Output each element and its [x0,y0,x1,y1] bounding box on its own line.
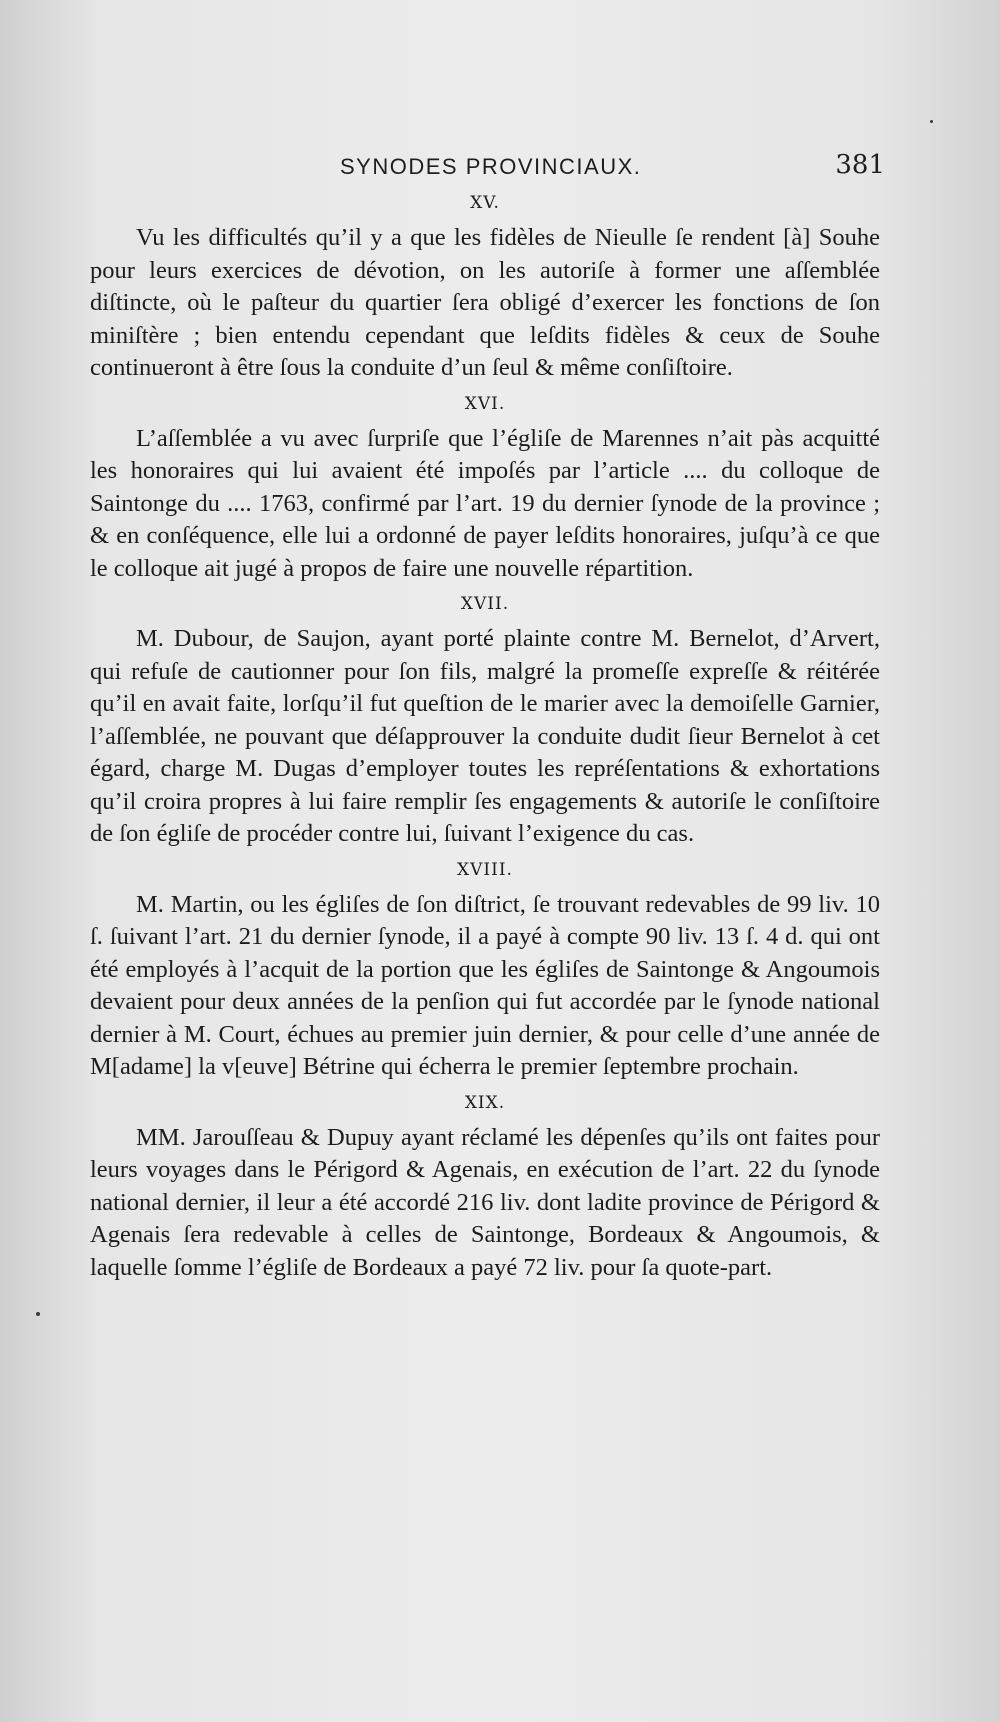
article-xv [90,190,880,385]
article-xviii [90,857,880,1084]
paper-speck [930,120,933,123]
article-text-body: Vu les difficultés qu’il y a que les fidèles de Nieulle ſe rendent [à] Souhe pour leurs exercices de dévotion, on les autoriſe à former une aſſemblée diſtincte, où le paſteur du quartier ſera obligé d’exercer les fonctions de ſon miniſtère ; bien entendu cependant que leſdits fidèles & ceux de Souhe continueront à être ſous la conduite d’un ſeul & même conſiſtoire. [90,224,880,381]
page-header [90,146,885,186]
article-text-body: M. Martin, ou les égliſes de ſon diſtrict, ſe trouvant redevables de 99 liv. 10 ſ. ſuivant l’art. 21 du dernier ſynode, il a payé à compte 90 liv. 13 ſ. 4 d. qui ont été employés à l’acquit de la portion que les égliſes de Saintonge & Angoumois devaient pour deux années de la penſion qui fut accordée par le ſynode national dernier à M. Court, échues au premier juin dernier, & pour celle d’une année de M[adame] la v[euve] Bétrine qui écherra le premier ſeptembre prochain. [90,890,880,1080]
article-text [90,222,880,385]
article-text [90,423,880,586]
article-text-body: L’aſſemblée a vu avec ſurpriſe que l’égliſe de Marennes n’ait pàs acquitté les honoraires qui lui avaient été impoſés par l’article .... du colloque de Saintonge du .... 1763, confirmé par l’art. 19 du dernier ſynode de la province ; & en conſéquence, elle lui a ordonné de payer leſdits honoraires, juſqu’à ce que le colloque ait jugé à propos de faire une nouvelle répartition. [90,424,880,582]
article-text [90,889,880,1084]
article-xix [90,1090,880,1285]
article-text [90,623,880,851]
article-number: XIX. [464,1092,506,1113]
paper-speck [36,1312,40,1316]
running-title: SYNODES PROVINCIAUX. [340,154,642,179]
page-body [90,190,880,1290]
article-xvii [90,591,880,851]
article-number: XVIII. [457,859,513,880]
article-text [90,1122,880,1285]
page-number: 381 [835,150,885,180]
article-text-body: MM. Jarouſſeau & Dupuy ayant réclamé les dépenſes qu’ils ont faites pour leurs voyages dans le Périgord & Agenais, en exécution de l’art. 22 du ſynode national dernier, il leur a été accordé 216 liv. dont ladite province de Périgord & Agenais ſera redevable à celles de Saintonge, Bordeaux & Angoumois, & laquelle ſomme l’égliſe de Bordeaux a payé 72 liv. pour ſa quote-part. [90,1123,880,1281]
article-number: XVI. [464,393,506,414]
article-xvi [90,391,880,586]
article-number: XVII. [460,594,510,614]
article-number: XV. [470,193,500,213]
article-text-body: M. Dubour, de Saujon, ayant porté plainte contre M. Bernelot, d’Arvert, qui refuſe de cautionner pour ſon fils, malgré la promeſſe expreſſe & réitérée qu’il en avait faite, lorſqu’il fut queſtion de le marier avec la demoiſelle Garnier, l’aſſemblée, ne pouvant que déſapprouver la conduite dudit ſieur Bernelot à cet égard, charge M. Dugas d’employer toutes les repréſentations & exhortations qu’il croira propres à lui faire remplir ſes engagements & autoriſe le conſiſtoire de ſon égliſe de procéder contre lui, ſuivant l’exigence du cas. [90,625,880,847]
